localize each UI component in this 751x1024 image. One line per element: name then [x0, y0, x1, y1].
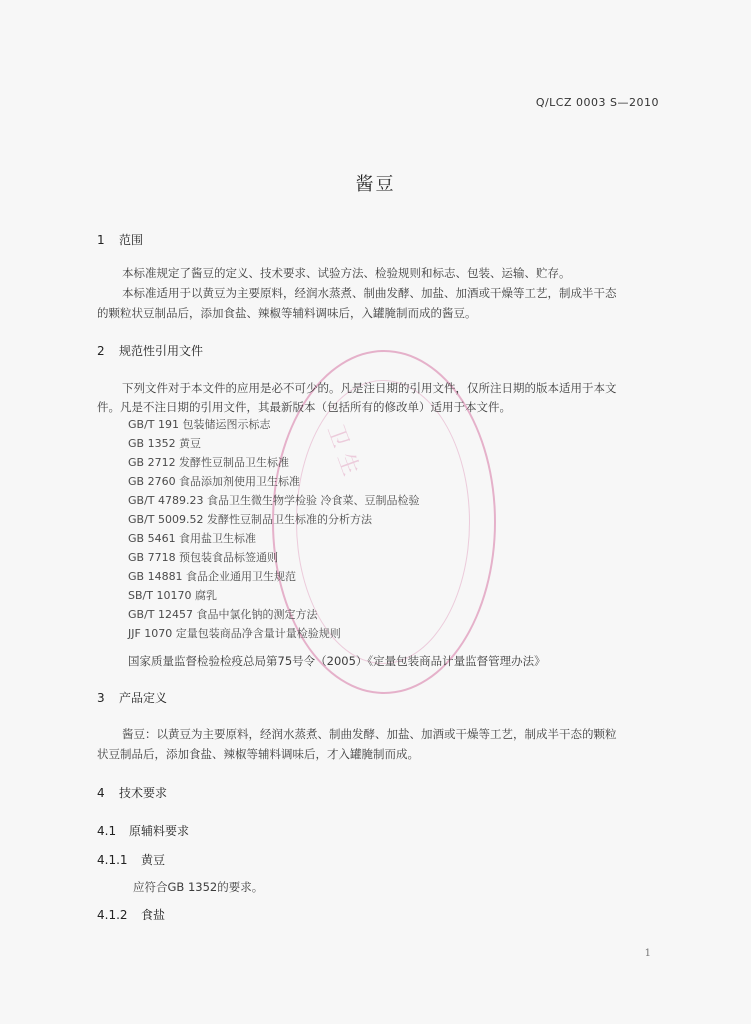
section-number: 4 — [97, 786, 105, 800]
subsection-title: 黄豆 — [141, 853, 166, 867]
section-2-heading — [97, 342, 203, 359]
decree-reference: 国家质量监督检验检疫总局第75号令（2005）《定量包装商品计量监督管理办法》 — [128, 654, 546, 668]
reference-item: GB/T 12457 食品中氯化钠的测定方法 — [128, 608, 318, 621]
subsection-number: 4.1.2 — [97, 908, 128, 922]
subsection-4-1-1-text: 应符合GB 1352的要求。 — [133, 880, 264, 894]
reference-item: GB/T 4789.23 食品卫生微生物学检验 冷食菜、豆制品检验 — [128, 494, 420, 507]
section-number: 3 — [97, 691, 105, 705]
section-number: 2 — [97, 344, 105, 358]
document-code: Q/LCZ 0003 S—2010 — [535, 96, 659, 109]
normative-intro-line-2: 件。凡是不注日期的引用文件，其最新版本（包括所有的修改单）适用于本文件。 — [97, 400, 511, 414]
subsection-number: 4.1 — [97, 824, 117, 838]
reference-item: GB 14881 食品企业通用卫生规范 — [128, 570, 297, 583]
reference-item: GB 2760 食品添加剂使用卫生标准 — [128, 475, 301, 488]
section-title: 技术要求 — [119, 786, 168, 800]
reference-item: GB 2712 发酵性豆制品卫生标准 — [128, 456, 290, 469]
reference-item: GB 1352 黄豆 — [128, 437, 202, 450]
section-4-heading — [97, 784, 167, 801]
scope-para-2-line-1: 本标准适用于以黄豆为主要原料，经润水蒸煮、制曲发酵、加盐、加酒或干燥等工艺，制成半干态 — [122, 286, 617, 300]
reference-item: GB 5461 食用盐卫生标准 — [128, 532, 257, 545]
section-title: 产品定义 — [119, 691, 168, 705]
section-1-heading — [97, 231, 143, 248]
stamp-text: 卫生 — [321, 421, 366, 487]
subsection-number: 4.1.1 — [97, 853, 128, 867]
section-number: 1 — [97, 233, 105, 247]
subsection-4-1-2-heading — [97, 906, 165, 923]
reference-item: GB 7718 预包装食品标签通则 — [128, 551, 279, 564]
reference-item: JJF 1070 定量包装商品净含量计量检验规则 — [128, 627, 341, 640]
section-title: 范围 — [119, 233, 144, 247]
subsection-title: 食盐 — [141, 908, 166, 922]
reference-item: GB/T 191 包装储运图示标志 — [128, 418, 271, 431]
normative-intro-line-1: 下列文件对于本文件的应用是必不可少的。凡是注日期的引用文件，仅所注日期的版本适用于本文 — [122, 381, 617, 395]
reference-item: GB/T 5009.52 发酵性豆制品卫生标准的分析方法 — [128, 513, 372, 526]
subsection-title: 原辅料要求 — [129, 824, 190, 838]
page-number: 1 — [644, 948, 651, 959]
definition-line-1: 酱豆：以黄豆为主要原料，经润水蒸煮、制曲发酵、加盐、加酒或干燥等工艺，制成半干态的颗粒 — [122, 727, 617, 741]
scope-para-2-line-2: 的颗粒状豆制品后，添加食盐、辣椒等辅料调味后，入罐腌制而成的酱豆。 — [97, 306, 477, 320]
section-3-heading — [97, 689, 167, 706]
subsection-4-1-1-heading — [97, 851, 165, 868]
document-title: 酱豆 — [355, 174, 396, 195]
subsection-4-1-heading — [97, 822, 189, 839]
reference-item: SB/T 10170 腐乳 — [128, 589, 217, 602]
definition-line-2: 状豆制品后，添加食盐、辣椒等辅料调味后，才入罐腌制而成。 — [97, 747, 419, 761]
scope-para-1: 本标准规定了酱豆的定义、技术要求、试验方法、检验规则和标志、包装、运输、贮存。 — [122, 266, 571, 280]
section-title: 规范性引用文件 — [119, 344, 204, 358]
